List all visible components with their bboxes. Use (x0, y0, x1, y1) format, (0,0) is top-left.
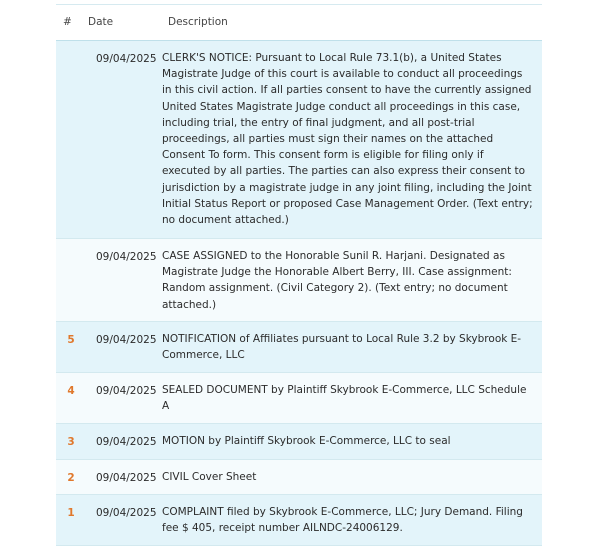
table-row (56, 495, 542, 546)
table-header (56, 4, 542, 41)
table-row (56, 460, 542, 495)
entry-description: COMPLAINT filed by Skybrook E-Commerce, LLC; Jury Demand. Filing fee $ 405, receipt number AILNDC-24006129. (162, 506, 523, 535)
entry-description: MOTION by Plaintiff Skybrook E-Commerce, LLC to seal (162, 435, 451, 447)
header-description: Description (168, 16, 228, 28)
entry-number[interactable]: 2 (67, 472, 75, 484)
entry-number[interactable]: 4 (67, 385, 75, 397)
entry-description: NOTIFICATION of Affiliates pursuant to Local Rule 3.2 by Skybrook E-Commerce, LLC (162, 333, 522, 362)
entry-date: 09/04/2025 (96, 53, 157, 65)
entry-date: 09/04/2025 (96, 385, 157, 397)
entry-date: 09/04/2025 (96, 472, 157, 484)
table-row (56, 322, 542, 373)
entry-number[interactable]: 1 (67, 507, 75, 519)
entry-date: 09/04/2025 (96, 334, 157, 346)
entry-number[interactable]: 3 (67, 436, 75, 448)
header-number: # (63, 16, 72, 28)
docket-table (56, 4, 542, 546)
table-row (56, 424, 542, 460)
table-row (56, 41, 542, 239)
entry-date: 09/04/2025 (96, 436, 157, 448)
entry-description: CIVIL Cover Sheet (162, 471, 257, 483)
header-date: Date (88, 16, 114, 28)
table-row (56, 373, 542, 424)
entry-description: SEALED DOCUMENT by Plaintiff Skybrook E-Commerce, LLC Schedule A (162, 384, 527, 413)
entry-description: CASE ASSIGNED to the Honorable Sunil R. Harjani. Designated as Magistrate Judge the Honorable Albert Berry, III. Case assignment: Random assignment. (Civil Category 2). (Text entry; no document attached.) (162, 250, 512, 311)
entry-date: 09/04/2025 (96, 507, 157, 519)
entry-number[interactable] (56, 239, 86, 321)
entry-number[interactable] (56, 41, 86, 238)
entry-date: 09/04/2025 (96, 251, 157, 263)
entry-description: CLERK'S NOTICE: Pursuant to Local Rule 73.1(b), a United States Magistrate Judge of this court is available to conduct all proceedings in this civil action. If all parties consent to have the currently assigned United States Magistrate Judge conduct all proceedings in this case, including trial, the entry of final judgment, and all post-trial proceedings, all parties must sign their names on the attached Consent To form. This consent form is eligible for filing only if executed by all parties. The parties can also express their consent to jurisdiction by a magistrate judge in any joint filing, including the Joint Initial Status Report or proposed Case Management Order. (Text entry; no document attached.) (162, 52, 533, 227)
table-row (56, 239, 542, 322)
entry-number[interactable]: 5 (67, 334, 75, 346)
